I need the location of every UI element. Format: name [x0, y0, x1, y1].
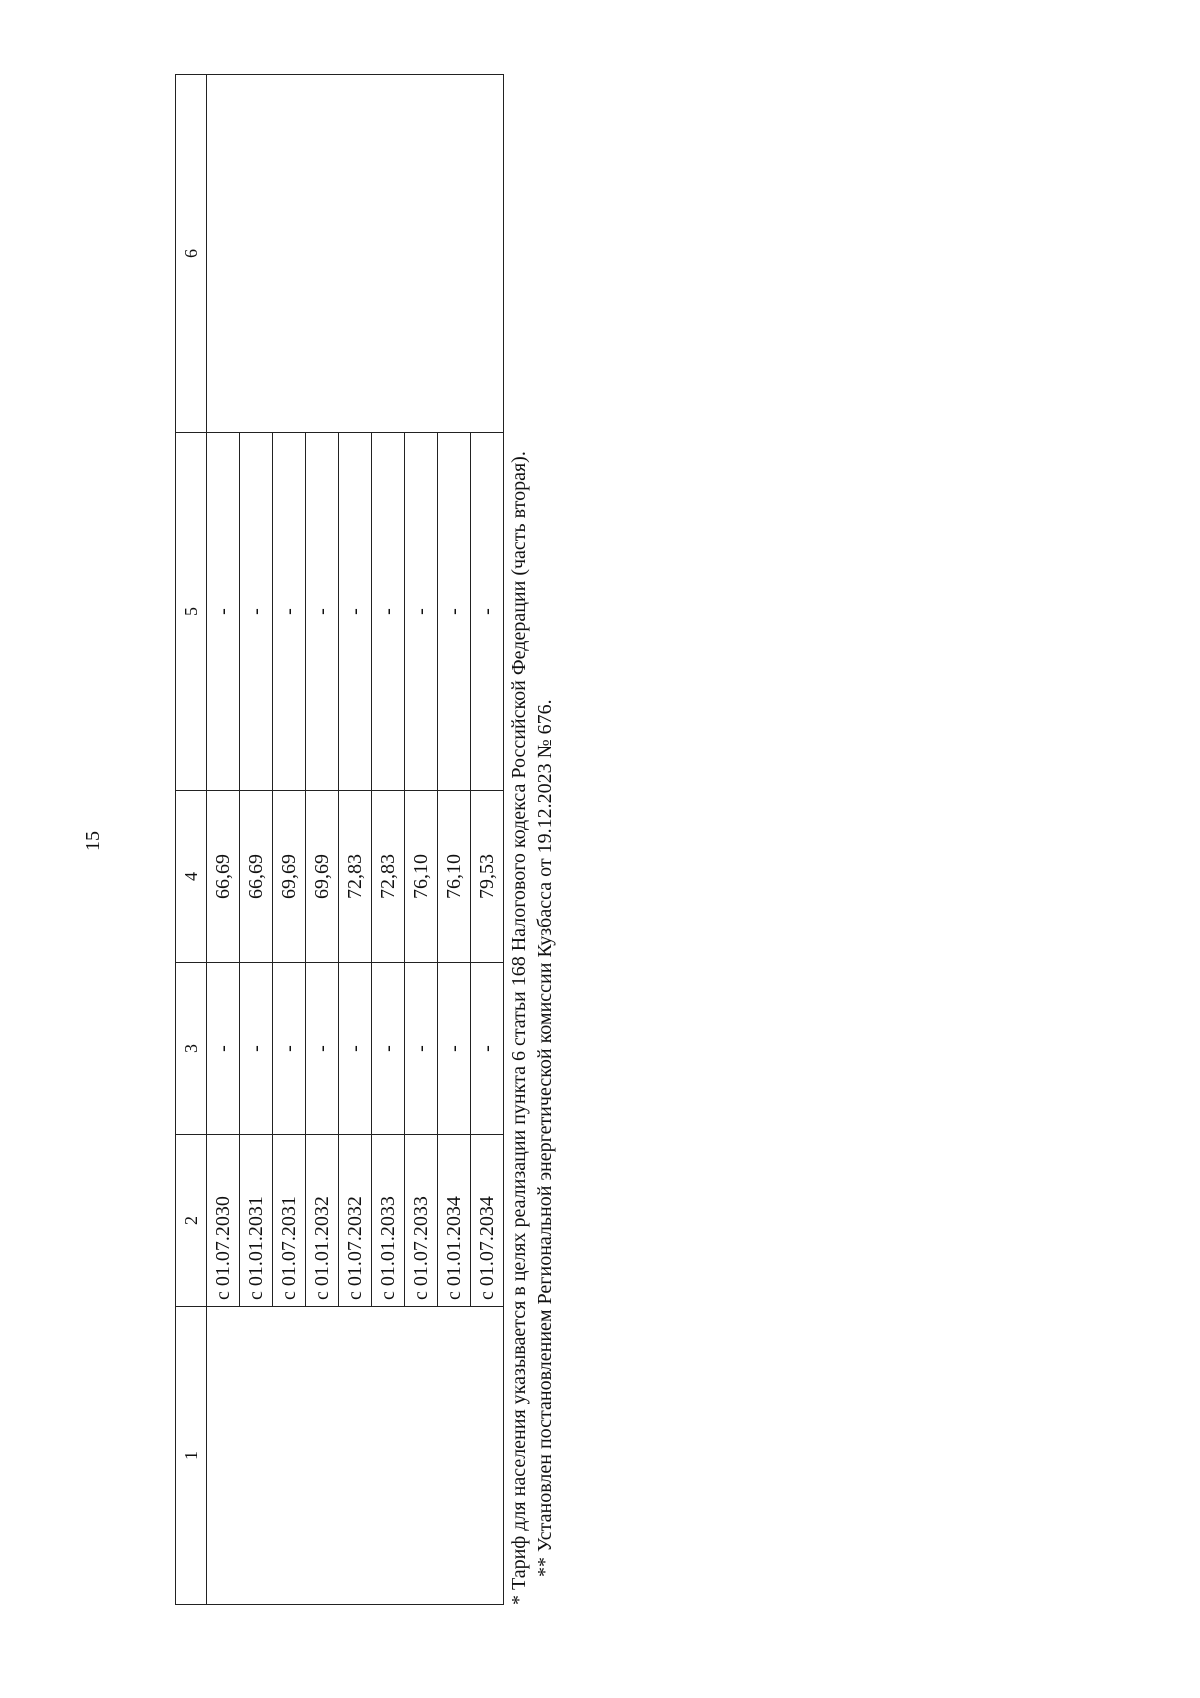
- tariff-value-cell: 66,69: [207, 791, 240, 963]
- column-3-cell: -: [207, 963, 240, 1135]
- column-5-cell: -: [405, 433, 438, 791]
- column-5-cell: -: [240, 433, 273, 791]
- column-3-cell: -: [339, 963, 372, 1135]
- column-3-cell: -: [306, 963, 339, 1135]
- column-5-cell: -: [372, 433, 405, 791]
- column-3-cell: -: [438, 963, 471, 1135]
- tariff-value-cell: 72,83: [372, 791, 405, 963]
- column-1-cell: [207, 1307, 504, 1605]
- column-header-4: 4: [176, 791, 207, 963]
- column-5-cell: -: [273, 433, 306, 791]
- period-cell: с 01.07.2033: [405, 1135, 438, 1307]
- footnote-2: ** Установлен постановлением Региональной энергетической комиссии Кузбасса от 19.12.2023 № 676.: [534, 699, 556, 1577]
- period-cell: с 01.01.2034: [438, 1135, 471, 1307]
- footnote-1: * Тариф для населения указывается в целях реализации пункта 6 статьи 168 Налогового кодекса Российской Федерации (часть вторая).: [508, 451, 530, 1605]
- column-5-cell: -: [339, 433, 372, 791]
- column-3-cell: -: [240, 963, 273, 1135]
- footnotes: [506, 75, 558, 1605]
- period-cell: с 01.07.2034: [471, 1135, 504, 1307]
- column-header-2: 2: [176, 1135, 207, 1307]
- tariff-value-cell: 76,10: [438, 791, 471, 963]
- column-3-cell: -: [273, 963, 306, 1135]
- period-cell: с 01.01.2032: [306, 1135, 339, 1307]
- column-5-cell: -: [207, 433, 240, 791]
- rotated-page-content: [175, 75, 575, 1605]
- column-5-cell: -: [438, 433, 471, 791]
- column-header-1: 1: [176, 1307, 207, 1605]
- column-header-6: 6: [176, 75, 207, 433]
- column-3-cell: -: [405, 963, 438, 1135]
- column-3-cell: -: [471, 963, 504, 1135]
- tariff-value-cell: 69,69: [273, 791, 306, 963]
- table-row: [207, 75, 240, 1605]
- column-header-3: 3: [176, 963, 207, 1135]
- period-cell: с 01.07.2032: [339, 1135, 372, 1307]
- period-cell: с 01.01.2031: [240, 1135, 273, 1307]
- column-5-cell: -: [306, 433, 339, 791]
- tariff-value-cell: 72,83: [339, 791, 372, 963]
- table-header-row: [176, 75, 207, 1605]
- column-header-5: 5: [176, 433, 207, 791]
- tariff-value-cell: 69,69: [306, 791, 339, 963]
- tariff-value-cell: 66,69: [240, 791, 273, 963]
- period-cell: с 01.07.2030: [207, 1135, 240, 1307]
- period-cell: с 01.07.2031: [273, 1135, 306, 1307]
- column-3-cell: -: [372, 963, 405, 1135]
- tariff-value-cell: 76,10: [405, 791, 438, 963]
- tariff-value-cell: 79,53: [471, 791, 504, 963]
- tariff-table: [175, 74, 504, 1605]
- page-number: 15: [82, 831, 104, 851]
- period-cell: с 01.01.2033: [372, 1135, 405, 1307]
- column-5-cell: -: [471, 433, 504, 791]
- column-6-cell: [207, 75, 504, 433]
